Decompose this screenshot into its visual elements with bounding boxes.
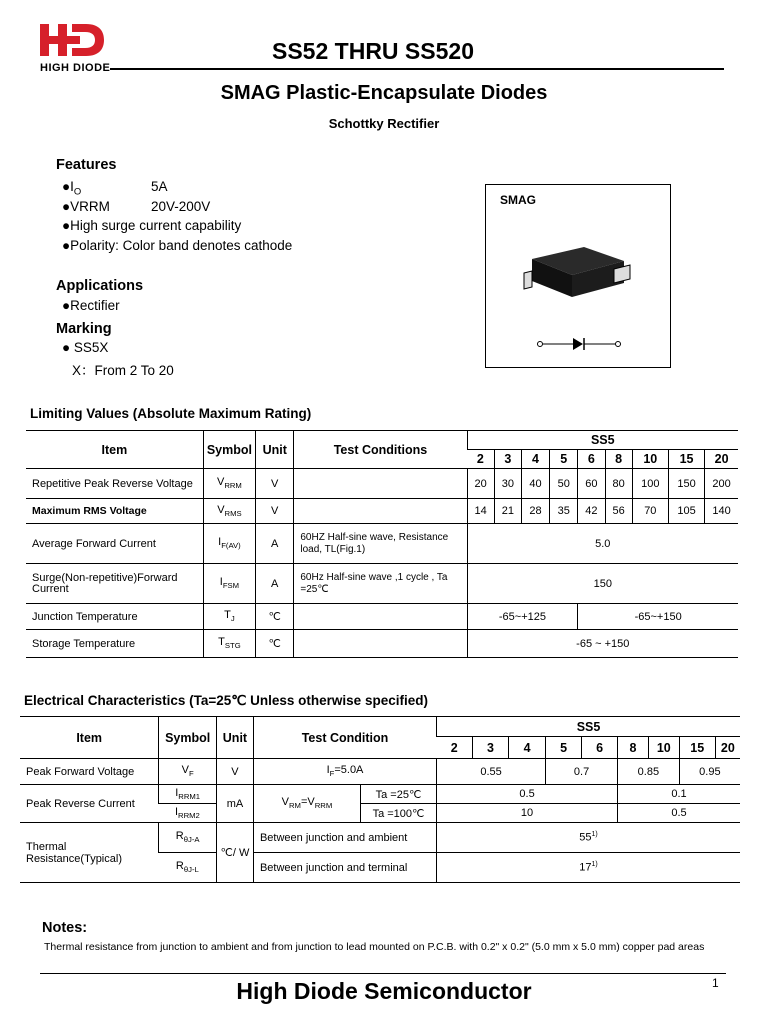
cell: 40 [521, 469, 549, 499]
row-condition: 60Hz Half-sine wave ,1 cycle , Ta =25℃ [294, 564, 467, 604]
footer-company: High Diode Semiconductor [236, 978, 532, 1004]
col-header-group: SS5 [467, 431, 738, 450]
col-header-symbol: Symbol [159, 717, 217, 759]
cell: -65~+125 [467, 604, 578, 630]
cell: 0.1 [618, 785, 740, 804]
col-header-20: 20 [715, 737, 740, 759]
cell: 10 [437, 804, 618, 823]
limiting-values-table [26, 430, 738, 658]
col-header-8: 8 [605, 450, 632, 469]
col-header-unit: Unit [216, 717, 253, 759]
col-header-4: 4 [521, 450, 549, 469]
logo-text: HIGH DIODE [40, 62, 111, 74]
cell: 17$^{1)}$ [437, 853, 740, 883]
feature-item: ●High surge current capability [62, 218, 242, 233]
document-subtitle: SMAG Plastic-Encapsulate Diodes [220, 82, 548, 104]
row-symbol: $T_J$ [203, 604, 255, 630]
row-condition: $I_F=5.0A$ [253, 759, 436, 785]
marking-item: X：From 2 To 20 [72, 363, 174, 378]
marking-item: ● SS5X [62, 340, 109, 355]
notes-heading: Notes: [42, 920, 88, 936]
cell: 56 [605, 499, 632, 524]
cell: -65 ~ +150 [467, 630, 738, 658]
col-header-10: 10 [632, 450, 668, 469]
col-header-5: 5 [550, 450, 578, 469]
col-header-test: Test Conditions [294, 431, 467, 469]
cell: 105 [668, 499, 704, 524]
row-symbol: $V_{RMS}$ [203, 499, 255, 524]
cell: 140 [705, 499, 738, 524]
package-box [485, 184, 671, 368]
row-item: Average Forward Current [26, 524, 203, 564]
row-symbol: $I_{FSM}$ [203, 564, 255, 604]
table-row [26, 630, 738, 658]
cell: 0.55 [437, 759, 546, 785]
cell: 50 [550, 469, 578, 499]
col-header-2: 2 [467, 450, 494, 469]
cell: 0.7 [546, 759, 618, 785]
row-condition [294, 630, 467, 658]
col-header-symbol: Symbol [203, 431, 255, 469]
row-item: Maximum RMS Voltage [26, 499, 203, 524]
row-unit: V [216, 759, 253, 785]
notes-text: Thermal resistance from junction to ambient and from junction to lead mounted on P.C.B. with 0.2" x 0.2" (5.0 mm x 5.0 mm) copper pad areas [44, 941, 705, 953]
cell: 70 [632, 499, 668, 524]
col-header-10: 10 [648, 737, 679, 759]
cell: 20 [467, 469, 494, 499]
limiting-values-heading: Limiting Values (Absolute Maximum Rating) [30, 406, 312, 421]
feature-item: ●Polarity: Color band denotes cathode [62, 238, 293, 253]
cell: 80 [605, 469, 632, 499]
cell: -65~+150 [578, 604, 738, 630]
row-condition [294, 604, 467, 630]
row-symbol: $R_{\theta J-A}$ [159, 823, 217, 853]
package-image [522, 229, 632, 309]
row-unit: A [256, 564, 294, 604]
row-symbol: $T_{STG}$ [203, 630, 255, 658]
cell: 150 [467, 564, 738, 604]
document-title: SS52 THRU SS520 [272, 38, 474, 64]
table-row [26, 499, 738, 524]
col-header-4: 4 [509, 737, 546, 759]
row-item: Junction Temperature [26, 604, 203, 630]
row-condition: $V_{RM}=V_{RRM}$ [253, 785, 360, 823]
col-header-15: 15 [668, 450, 704, 469]
cell: 28 [521, 499, 549, 524]
row-unit: ℃/ W [216, 823, 253, 883]
row-symbol: $V_{RRM}$ [203, 469, 255, 499]
col-header-6: 6 [582, 737, 618, 759]
cell: 21 [494, 499, 521, 524]
cell: 55$^{1)}$ [437, 823, 740, 853]
feature-vrrm-value: 20V-200V [151, 199, 211, 214]
marking-heading: Marking [56, 321, 112, 337]
row-unit: V [256, 499, 294, 524]
row-condition: Between junction and terminal [253, 853, 436, 883]
company-logo [40, 22, 106, 58]
row-unit: ℃ [256, 604, 294, 630]
device-type: Schottky Rectifier [328, 116, 440, 131]
footer-rule [40, 973, 726, 974]
row-temp: Ta =25℃ [360, 785, 436, 804]
row-item: Thermal Resistance(Typical) [20, 823, 159, 883]
cell: 5.0 [467, 524, 738, 564]
cell: 0.95 [679, 759, 740, 785]
cell: 42 [578, 499, 605, 524]
row-symbol: $I_{RRM2}$ [159, 804, 217, 823]
table-row [26, 564, 738, 604]
table-row [20, 785, 740, 804]
row-item: Peak Forward Voltage [20, 759, 159, 785]
features-heading: Features [56, 157, 117, 173]
row-condition [294, 469, 467, 499]
col-header-unit: Unit [256, 431, 294, 469]
col-header-5: 5 [546, 737, 582, 759]
row-item: Storage Temperature [26, 630, 203, 658]
col-header-6: 6 [578, 450, 605, 469]
row-symbol: $V_F$ [159, 759, 217, 785]
feature-vrrm: ●VRRM [62, 199, 110, 214]
col-header-item: Item [26, 431, 203, 469]
row-unit: V [256, 469, 294, 499]
feature-io-value: 5A [151, 179, 168, 194]
row-condition: Between junction and ambient [253, 823, 436, 853]
row-item: Peak Reverse Current [20, 785, 159, 823]
col-header-item: Item [20, 717, 159, 759]
row-unit: mA [216, 785, 253, 823]
col-header-15: 15 [679, 737, 715, 759]
col-header-test: Test Condition [253, 717, 436, 759]
feature-io: $●I_O$ [62, 179, 82, 198]
row-condition [294, 499, 467, 524]
title-rule [110, 68, 724, 70]
cell: 0.5 [618, 804, 740, 823]
row-unit: A [256, 524, 294, 564]
row-unit: ℃ [256, 630, 294, 658]
row-item: Repetitive Peak Reverse Voltage [26, 469, 203, 499]
row-item: Surge(Non-repetitive)Forward Current [26, 564, 203, 604]
cell: 0.85 [618, 759, 680, 785]
cell: 100 [632, 469, 668, 499]
table-row [20, 759, 740, 785]
table-row [26, 524, 738, 564]
package-label: SMAG [500, 193, 536, 207]
row-symbol: $R_{\theta J-L}$ [159, 853, 217, 883]
cell: 30 [494, 469, 521, 499]
col-header-group: SS5 [437, 717, 740, 737]
cell: 150 [668, 469, 704, 499]
diode-symbol-icon [536, 335, 622, 353]
table-row [20, 823, 740, 853]
cell: 35 [550, 499, 578, 524]
col-header-2: 2 [437, 737, 473, 759]
cell: 60 [578, 469, 605, 499]
cell: 0.5 [437, 785, 618, 804]
col-header-8: 8 [618, 737, 649, 759]
row-condition: 60HZ Half-sine wave, Resistance load, TL(Fig.1) [294, 524, 467, 564]
row-symbol: $I_{RRM1}$ [159, 785, 217, 804]
row-symbol: $I_{F(AV)}$ [203, 524, 255, 564]
page-number: 1 [712, 976, 719, 990]
row-temp: Ta =100℃ [360, 804, 436, 823]
electrical-heading: Electrical Characteristics (Ta=25℃ Unless otherwise specified) [24, 693, 428, 708]
application-item: ●Rectifier [62, 298, 120, 313]
col-header-3: 3 [473, 737, 509, 759]
electrical-table [20, 716, 740, 883]
table-row [26, 604, 738, 630]
cell: 200 [705, 469, 738, 499]
cell: 14 [467, 499, 494, 524]
col-header-3: 3 [494, 450, 521, 469]
applications-heading: Applications [56, 278, 144, 294]
col-header-20: 20 [705, 450, 738, 469]
table-row [26, 469, 738, 499]
